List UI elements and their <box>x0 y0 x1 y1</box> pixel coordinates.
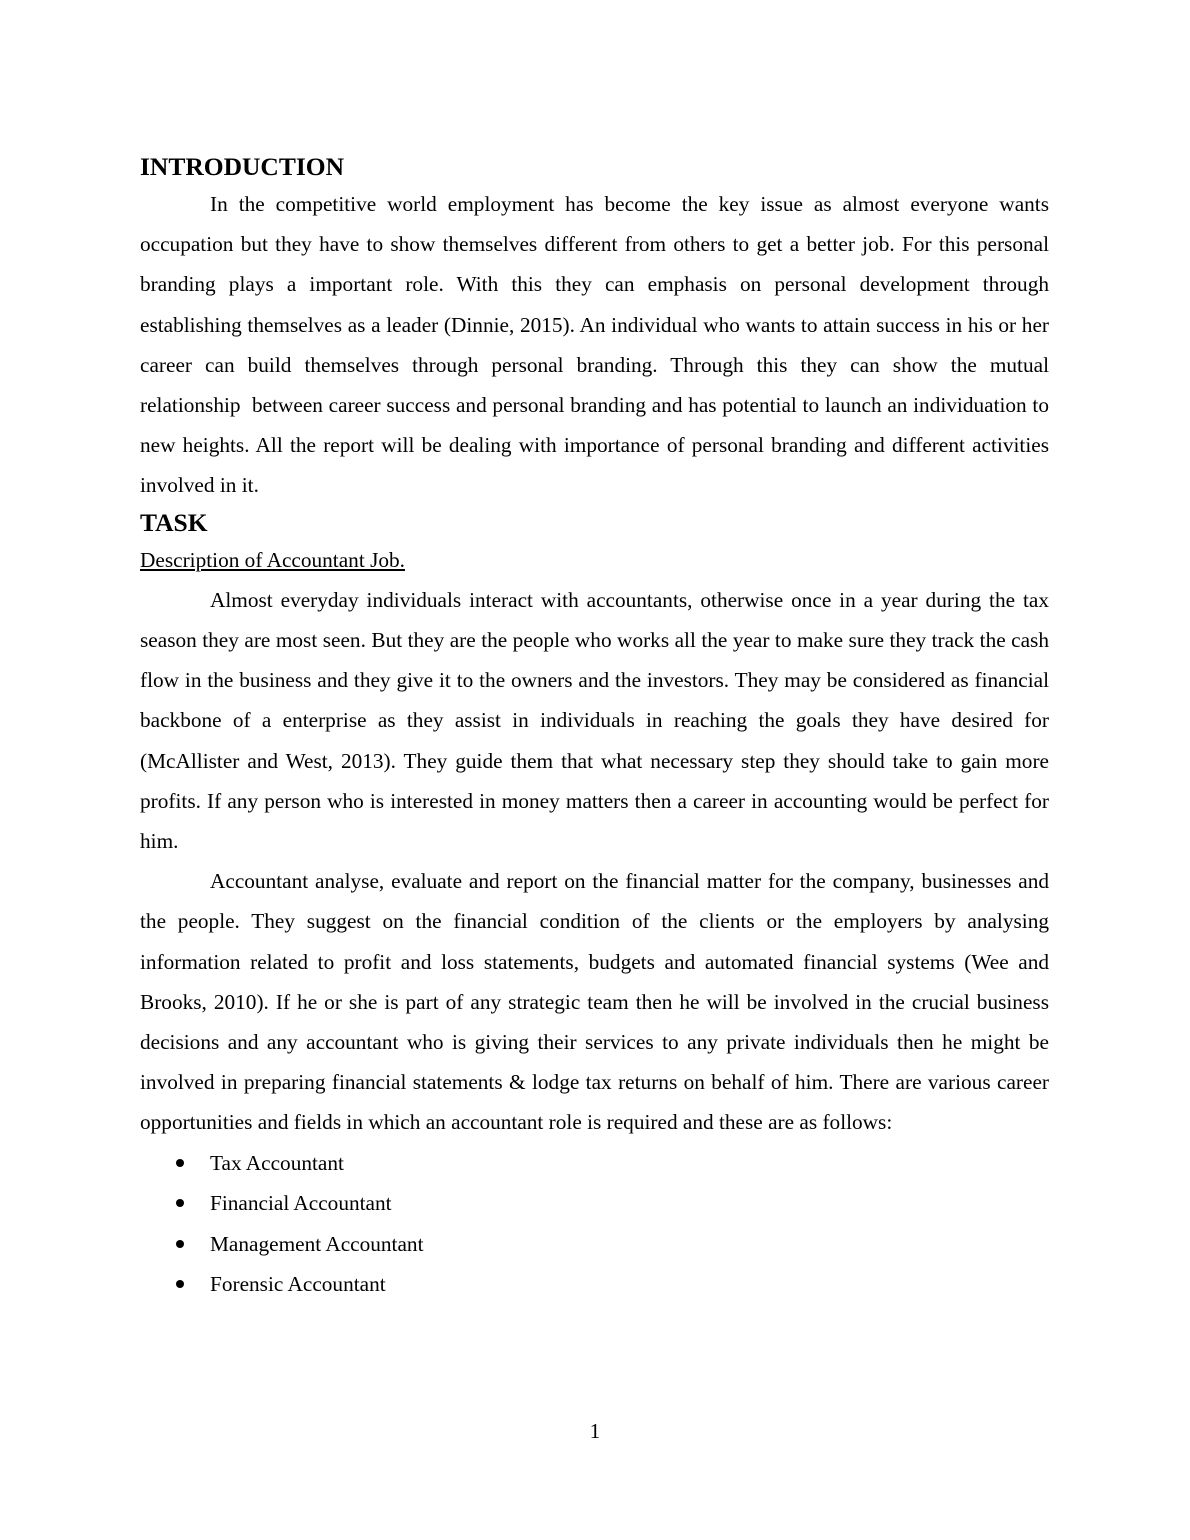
accountant-job-subheading: Description of Accountant Job. <box>140 547 405 572</box>
bullet-icon <box>176 1240 184 1248</box>
bullet-icon <box>176 1280 184 1288</box>
list-item <box>140 1143 1049 1184</box>
list-item <box>140 1183 1049 1224</box>
page-content <box>140 150 1055 1305</box>
bullet-icon <box>176 1199 184 1207</box>
list-item <box>140 1224 1049 1265</box>
page-number: 1 <box>589 1419 601 1443</box>
bullet-icon <box>176 1159 184 1167</box>
task-heading: TASK <box>140 507 208 537</box>
accountant-paragraph-1: Almost everyday individuals interact with accountants, otherwise once in a year during the tax season they are most seen. But they are the people who works all the year to make sure they track the cash flow in the business and they give it to the owners and the investors. They may be considered as financial backbone of a enterprise as they assist in individuals in reaching the goals they have desired for (McAllister and West, 2013). They guide them that what necessary step they should take to gain more profits. If any person who is interested in money matters then a career in accounting would be perfect for him. <box>140 587 1055 854</box>
list-item-label: Tax Accountant <box>210 1150 344 1175</box>
accountant-paragraph-2: Accountant analyse, evaluate and report on the financial matter for the company, businesses and the people. They suggest on the financial condition of the clients or the employers by analysing information related to profit and loss statements, budgets and automated financial systems (Wee and Brooks, 2010). If he or she is part of any strategic team then he will be involved in the crucial business decisions and any accountant who is giving their services to any private individuals then he might be involved in preparing financial statements & lodge tax returns on behalf of him. There are various career opportunities and fields in which an accountant role is required and these are as follows: <box>140 869 1055 1135</box>
introduction-heading: INTRODUCTION <box>140 152 345 181</box>
list-item <box>140 1264 1049 1305</box>
list-item-label: Financial Accountant <box>210 1191 392 1216</box>
list-item-label: Management Accountant <box>210 1231 424 1256</box>
introduction-paragraph: In the competitive world employment has become the key issue as almost everyone wants occupation but they have to show themselves different from others to get a better job. For this personal branding plays a important role. With this they can emphasis on personal development through establishing themselves as a leader (Dinnie, 2015). An individual who wants to attain success in his or her career can build themselves through personal branding. Through this they can show the mutual relationship between career success and personal branding and has potential to launch an individuation to new heights. All the report will be dealing with importance of personal branding and different activities involved in it. <box>140 192 1055 498</box>
career-list <box>140 1143 1049 1305</box>
list-item-label: Forensic Accountant <box>210 1272 386 1297</box>
